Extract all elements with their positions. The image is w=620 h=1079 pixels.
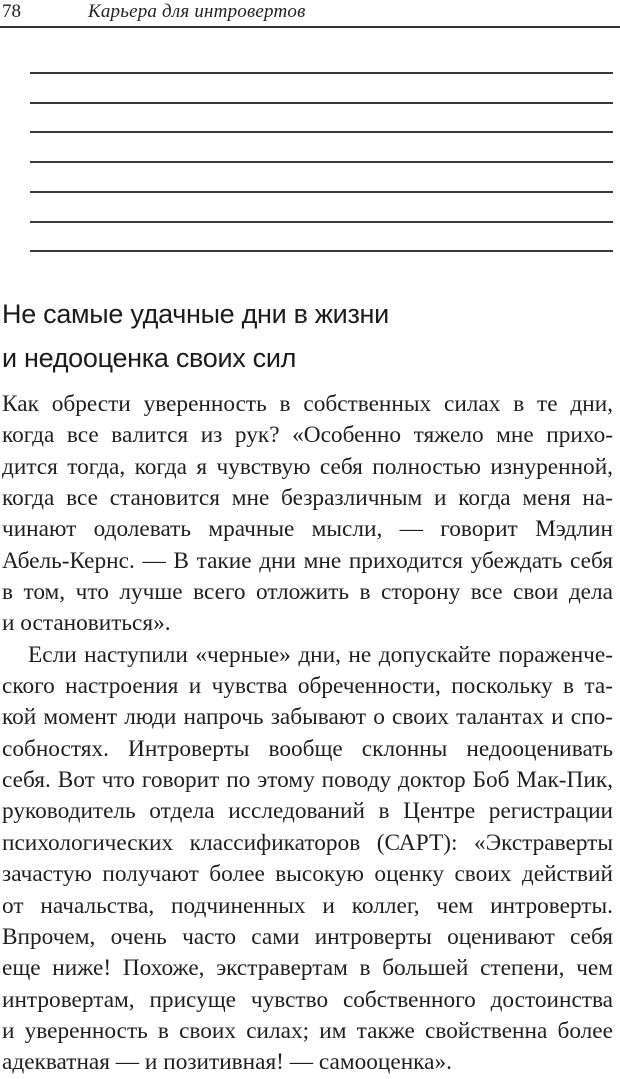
text-line: еще ниже! Похоже, экстравертам в большей степени, чем — [2, 955, 613, 982]
text-line: кой момент люди напрочь забывают о своих талантах и спо- — [2, 704, 613, 731]
header-rule — [0, 26, 620, 28]
text-line: дится тогда, когда я чувствую себя полностью изнуренной, — [2, 453, 613, 480]
text-line: адекватная — и позитивная! — самооценка». — [2, 1049, 452, 1076]
running-head — [0, 0, 620, 28]
text-line: себя. Вот что говорит по этому поводу доктор Боб Мак-Пик, — [2, 767, 613, 794]
writing-line — [30, 102, 613, 104]
text-line: и остановиться». — [2, 610, 171, 637]
text-line: руководитель отдела исследований в Центре регистрации — [2, 798, 613, 825]
writing-line — [30, 191, 613, 193]
paragraph-1 — [2, 389, 613, 640]
text-line: Абель-Кернс. — В такие дни мне приходится убеждать себя — [2, 547, 613, 574]
running-title: Карьера для интровертов — [88, 1, 306, 22]
paragraph-2 — [2, 640, 613, 1079]
text-line: психологических классификаторов (САРТ): «Экстраверты — [2, 829, 613, 856]
text-line: Если наступили «черные» дни, не допускайте пораженче- — [28, 641, 613, 668]
text-line: от начальства, подчиненных и коллег, чем интроверты. — [2, 892, 613, 919]
text-line: собностях. Интроверты вообще склонны недооценивать — [2, 735, 613, 762]
writing-line — [30, 72, 613, 74]
writing-line — [30, 131, 613, 133]
writing-line — [30, 161, 613, 163]
section-heading-line: Не самые удачные дни в жизни — [2, 299, 389, 329]
text-line: Впрочем, очень часто сами интроверты оценивают себя — [2, 923, 613, 950]
text-line: когда все становится мне безразличным и когда меня на- — [2, 485, 613, 512]
text-line: зачастую получают более высокую оценку своих действий — [2, 861, 613, 888]
text-line: когда все валится из рук? «Особенно тяжело мне прихо- — [2, 422, 613, 449]
text-line: Как обрести уверенность в собственных силах в те дни, — [2, 391, 613, 417]
section-heading-line: и недооценка своих сил — [2, 343, 297, 373]
page-number: 78 — [2, 1, 21, 22]
writing-line — [30, 221, 613, 223]
text-line: и уверенность в своих силах; им также свойственна более — [2, 1017, 613, 1044]
text-line: интровертам, присуще чувство собственного достоинства — [2, 986, 613, 1013]
section-heading — [2, 292, 602, 380]
text-line: ского настроения и чувства обреченности, поскольку в та- — [2, 673, 613, 700]
body-text — [2, 389, 613, 1079]
text-line: чинают одолевать мрачные мысли, — говорит Мэдлин — [2, 516, 613, 543]
writing-line — [30, 250, 613, 252]
text-line: в том, что лучше всего отложить в сторону все свои дела — [2, 579, 613, 606]
